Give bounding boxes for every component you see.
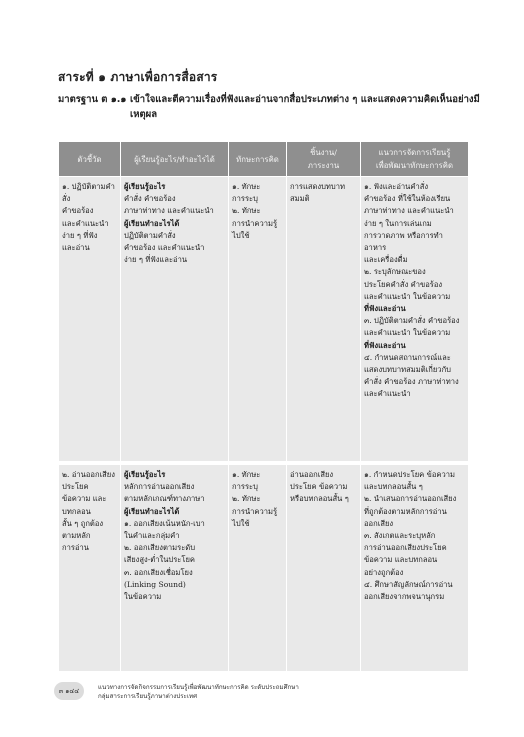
- header-indicator: ตัวชี้วัด: [59, 142, 121, 177]
- learn-heading: ผู้เรียนรู้อะไร: [124, 470, 166, 479]
- learn-text: คำสั่ง คำขอร้อง ภาษาท่าทาง และคำแนะนำ: [124, 194, 214, 216]
- page-number-badge: ๓ ๑๔๔: [54, 682, 84, 700]
- approach-text: ๓. ปฏิบัติตามคำสั่ง คำขอร้อง และคำแนะนำ ในข้อความ: [364, 316, 460, 338]
- indicator-cell: ๒. อ่านออกเสียง ประโยค ข้อความ และ บทกลอน สั้น ๆ ถูกต้อง ตามหลัก การอ่าน: [59, 465, 121, 672]
- table-row: [59, 465, 469, 672]
- learn-heading: ผู้เรียนรู้อะไร: [124, 182, 166, 191]
- learning-cell: [121, 465, 229, 672]
- approach-emphasis: ที่ฟังและอ่าน: [364, 340, 406, 350]
- table-row: [59, 177, 469, 462]
- approach-text: ๑. ฟังและอ่านคำสั่ง คำขอร้อง ที่ใช้ในห้องเรียน ภาษาท่าทาง และคำแนะนำ ง่าย ๆ ในการเล่นเกม การวาดภาพ หรือการทำอาหาร และเครื่องดื่ม ๒. ระบุลักษณะของ ประโยคคำสั่ง คำขอร้อง และคำแนะนำ ในข้อความ: [364, 182, 454, 301]
- learning-cell: [121, 177, 229, 462]
- footer-line-2: กลุ่มสาระการเรียนรู้ภาษาต่างประเทศ: [98, 693, 197, 700]
- footer-text: [98, 683, 299, 701]
- header-learning: ผู้เรียนรู้อะไร/ทำอะไรได้: [121, 142, 229, 177]
- footer-line-1: แนวทางการจัดกิจกรรมการเรียนรู้เพื่อพัฒนาทักษะการคิด ระดับประถมศึกษา: [98, 684, 299, 691]
- standard-label: มาตรฐาน ต ๑.๑: [58, 94, 127, 105]
- do-heading: ผู้เรียนทำอะไรได้: [124, 218, 180, 228]
- strand-title: สาระที่ ๑ ภาษาเพื่อการสื่อสาร: [58, 70, 218, 84]
- table-header-row: [59, 142, 469, 177]
- indicator-cell: ๑. ปฏิบัติตามคำสั่ง คำขอร้อง และคำแนะนำ ง่าย ๆ ที่ฟัง และอ่าน: [59, 177, 121, 462]
- approach-cell: ๑. กำหนดประโยค ข้อความ และบทกลอนสั้น ๆ ๒. นำเสนอการอ่านออกเสียง ที่ถูกต้องตามหลักการอ่าน ออกเสียง ๓. สังเกตและระบุหลัก การอ่านออกเสียงประโยค ข้อความ และบทกลอน อย่างถูกต้อง ๔. ศึกษาสัญลักษณ์การอ่าน ออกเสียงจากพจนานุกรม: [361, 465, 469, 672]
- work-cell: อ่านออกเสียง ประโยค ข้อความ หรือบทกลอนสั้น ๆ: [287, 465, 361, 672]
- skill-cell: ๑. ทักษะ การระบุ ๒. ทักษะ การนำความรู้ ไปใช้: [229, 177, 287, 462]
- approach-cell: [361, 177, 469, 462]
- header-thinking-skill: ทักษะการคิด: [229, 142, 287, 177]
- learn-text: หลักการอ่านออกเสียง ตามหลักเกณฑ์ทางภาษา: [124, 482, 205, 504]
- do-text: ๑. ออกเสียงเน้นหนัก-เบา ในคำและกลุ่มคำ ๒. ออกเสียงตามระดับ เสียงสูง-ต่ำในประโยค ๓. ออกเสียงเชื่อมโยง (Linking Sound) ในข้อความ: [124, 518, 205, 602]
- do-heading: ผู้เรียนทำอะไรได้: [124, 506, 180, 516]
- approach-emphasis: ที่ฟังและอ่าน: [364, 304, 406, 314]
- work-cell: การแสดงบทบาท สมมติ: [287, 177, 361, 462]
- standard-text: เข้าใจและตีความเรื่องที่ฟังและอ่านจากสื่อประเภทต่าง ๆ และแสดงความคิดเห็นอย่างมีเหตุผล: [130, 94, 480, 120]
- approach-text: ๔. กำหนดสถานการณ์และ แสดงบทบาทสมมติเกี่ยวกับ คำสั่ง คำขอร้อง ภาษาท่าทาง และคำแนะนำ: [364, 352, 459, 399]
- header-approach: แนวการจัดการเรียนรู้ เพื่อพัฒนาทักษะการคิด: [361, 142, 469, 177]
- header-work-task: ชิ้นงาน/ ภาระงาน: [287, 142, 361, 177]
- do-text: ปฏิบัติตามคำสั่ง คำขอร้อง และคำแนะนำ ง่าย ๆ ที่ฟังและอ่าน: [124, 230, 205, 265]
- skill-cell: ๑. ทักษะ การระบุ ๒. ทักษะ การนำความรู้ ไปใช้: [229, 465, 287, 672]
- curriculum-table: [58, 141, 469, 672]
